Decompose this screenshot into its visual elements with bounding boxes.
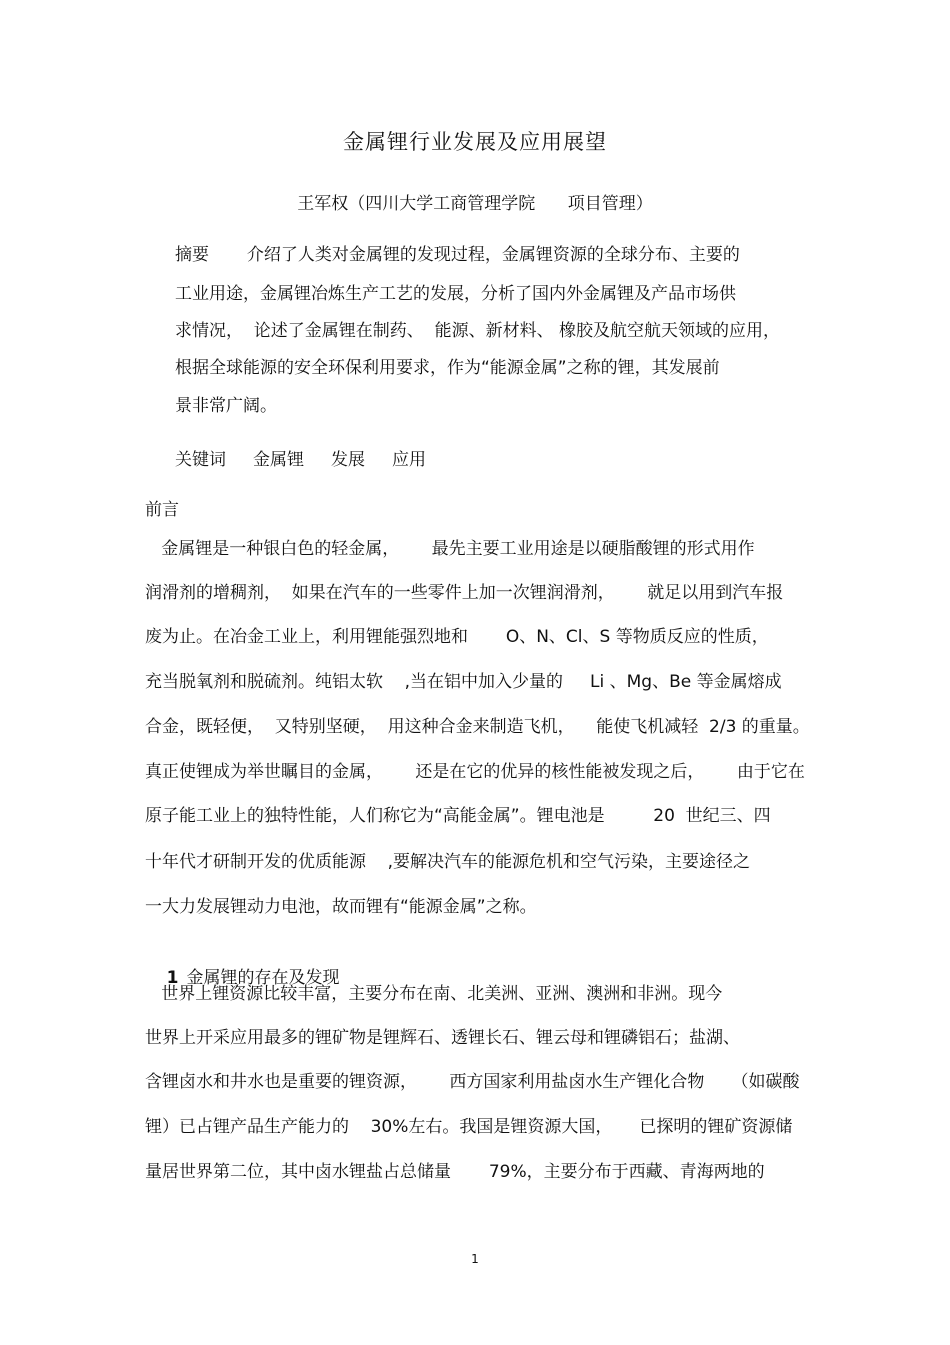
abstract-line: 根据全球能源的安全环保利用要求，作为“能源金属”之称的锂，其发展前 xyxy=(175,358,720,378)
abstract-line: 求情况， 论述了金属锂在制药、 能源、新材料、 橡胶及航空航天领域的应用， xyxy=(175,321,781,341)
abstract-line: 摘要 介绍了人类对金属锂的发现过程，金属锂资源的全球分布、主要的 xyxy=(175,245,740,265)
paragraph-line: 原子能工业上的独特性能，人们称它为“高能金属”。锂电池是 20 世纪三、四 xyxy=(145,806,771,826)
abstract-line: 景非常广阔。 xyxy=(175,396,277,416)
paragraph-line: 合金，既轻便， 又特别坚硬， 用这种合金来制造飞机， 能使飞机减轻 2/3 的重量。 xyxy=(145,717,810,737)
paragraph-line: 含锂卤水和井水也是重要的锂资源， 西方国家利用盐卤水生产锂化合物 （如碳酸 xyxy=(145,1072,800,1092)
paragraph-line: 锂）已占锂产品生产能力的 30%左右。我国是锂资源大国， 已探明的锂矿资源储 xyxy=(145,1117,793,1137)
paragraph-line: 世界上锂资源比较丰富，主要分布在南、北美洲、亚洲、澳洲和非洲。现今 xyxy=(145,984,723,1004)
paragraph-line: 润滑剂的增稠剂， 如果在汽车的一些零件上加一次锂润滑剂， 就足以用到汽车报 xyxy=(145,583,784,603)
paragraph-line: 一大力发展锂动力电池，故而锂有“能源金属”之称。 xyxy=(145,897,537,917)
paragraph-line: 十年代才研制开发的优质能源 ,要解决汽车的能源危机和空气污染，主要途径之 xyxy=(145,852,751,872)
paragraph-line: 世界上开采应用最多的锂矿物是锂辉石、透锂长石、锂云母和锂磷铝石；盐湖、 xyxy=(145,1028,740,1048)
section-number: 1 xyxy=(166,968,179,988)
preface-heading: 前言 xyxy=(145,500,179,520)
paragraph-line: 废为止。在冶金工业上，利用锂能强烈地和 O、N、Cl、S 等物质反应的性质， xyxy=(145,627,769,647)
paragraph-line: 充当脱氧剂和脱硫剂。纯铝太软 ,当在铝中加入少量的 Li 、Mg、Be 等金属熔成 xyxy=(145,672,782,692)
paragraph-line: 量居世界第二位，其中卤水锂盐占总储量 79%，主要分布于西藏、青海两地的 xyxy=(145,1162,765,1182)
page-number: 1 xyxy=(471,1252,479,1266)
section-title: 金属锂的存在及发现 xyxy=(186,968,340,988)
paragraph-line: 真正使锂成为举世瞩目的金属， 还是在它的优异的核性能被发现之后， 由于它在 xyxy=(145,762,805,782)
paragraph-line: 金属锂是一种银白色的轻金属， 最先主要工业用途是以硬脂酸锂的形式用作 xyxy=(145,539,755,559)
author-line: 王军权（四川大学工商管理学院 项目管理） xyxy=(297,194,653,214)
paper-title: 金属锂行业发展及应用展望 xyxy=(343,130,607,154)
keywords-line: 关键词 金属锂 发展 应用 xyxy=(175,450,427,470)
abstract-line: 工业用途，金属锂冶炼生产工艺的发展，分析了国内外金属锂及产品市场供 xyxy=(175,284,736,304)
